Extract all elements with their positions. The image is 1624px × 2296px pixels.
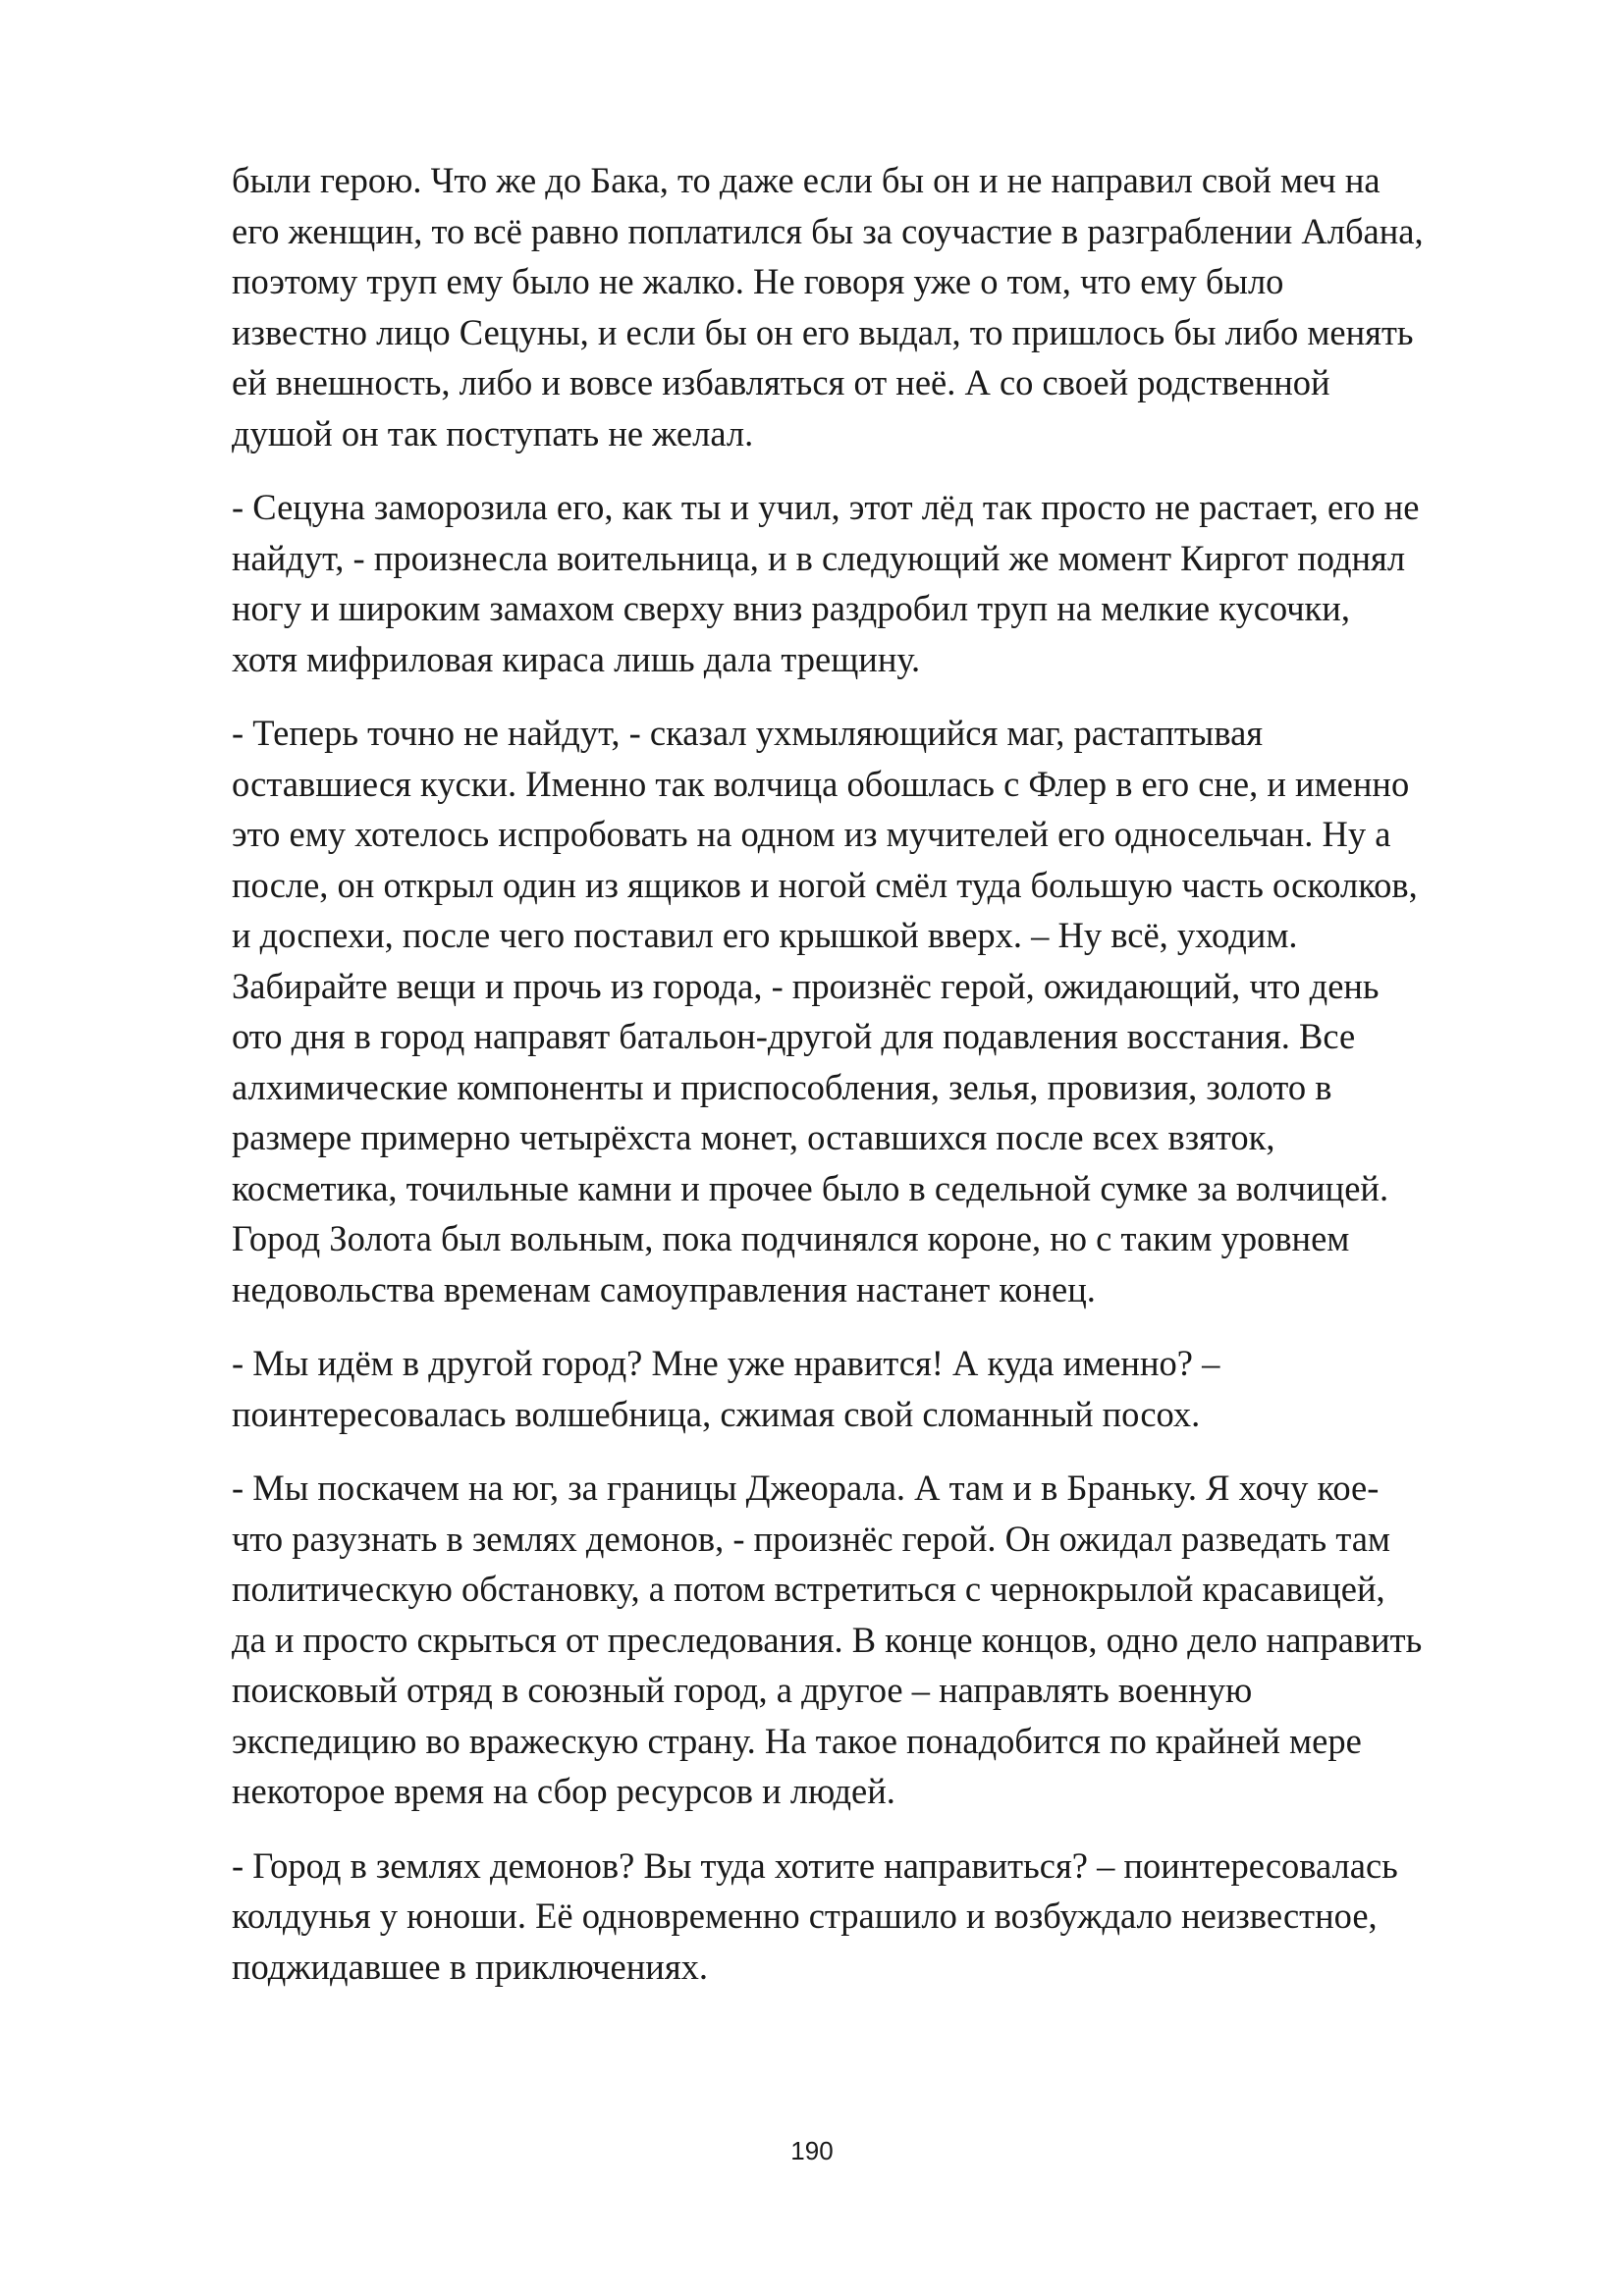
text-line: колдунья у юноши. Её одновременно страшило и возбуждало неизвестное, xyxy=(232,1896,1378,1936)
text-line: ей внешность, либо и вовсе избавляться от неё. А со своей родственной xyxy=(232,362,1330,402)
text-line: поисковый отряд в союзный город, а другое – направлять военную xyxy=(232,1670,1253,1710)
text-line: это ему хотелось испробовать на одном из мучителей его односельчан. Ну а xyxy=(232,814,1391,854)
text-line: и доспехи, после чего поставил его крышкой вверх. – Ну всё, уходим. xyxy=(232,915,1298,955)
text-line: поинтересовалась волшебница, сжимая свой сломанный посох. xyxy=(232,1393,1201,1434)
text-line: ногу и широким замахом сверху вниз раздробил труп на мелкие кусочки, xyxy=(232,588,1350,628)
paragraph xyxy=(232,482,1530,684)
text-line: недовольства временам самоуправления настанет конец. xyxy=(232,1268,1096,1309)
text-line: были герою. Что же до Бака, то даже если бы он и не направил свой меч на xyxy=(232,160,1380,200)
text-line: найдут, - произнесла воительница, и в следующий же момент Киргот поднял xyxy=(232,537,1406,578)
text-line: экспедицию во вражескую страну. На такое понадобится по крайней мере xyxy=(232,1720,1362,1761)
text-body xyxy=(232,155,1530,2015)
text-line: хотя мифриловая кираса лишь дала трещину. xyxy=(232,638,921,679)
text-line: поэтому труп ему было не жалко. Не говоря уже о том, что ему было xyxy=(232,261,1284,301)
paragraph xyxy=(232,1841,1530,1993)
text-line: поджидавшее в приключениях. xyxy=(232,1946,708,1987)
paragraph xyxy=(232,708,1530,1314)
text-line: что разузнать в землях демонов, - произнёс герой. Он ожидал разведать там xyxy=(232,1518,1391,1559)
text-line: размере примерно четырёхста монет, оставшихся после всех взяток, xyxy=(232,1117,1275,1157)
page-number: 190 xyxy=(790,2136,834,2165)
text-line: - Сецуна заморозила его, как ты и учил, этот лёд так просто не растает, его не xyxy=(232,487,1420,527)
text-line: - Мы идём в другой город? Мне уже нравится! А куда именно? – xyxy=(232,1343,1220,1383)
text-line: Город Золота был вольным, пока подчинялся короне, но с таким уровнем xyxy=(232,1218,1350,1258)
paragraph xyxy=(232,155,1530,458)
text-line: Забирайте вещи и прочь из города, - произнёс герой, ожидающий, что день xyxy=(232,965,1380,1006)
text-line: душой он так поступать не желал. xyxy=(232,412,754,454)
paragraph xyxy=(232,1338,1530,1439)
text-line: - Теперь точно не найдут, - сказал ухмыляющийся маг, растаптывая xyxy=(232,713,1264,753)
text-line: алхимические компоненты и приспособления, зелья, провизия, золото в xyxy=(232,1066,1332,1107)
text-line: его женщин, то всё равно поплатился бы за соучастие в разграблении Албана, xyxy=(232,210,1424,251)
text-line: после, он открыл один из ящиков и ногой смёл туда большую часть осколков, xyxy=(232,864,1418,905)
text-line: ото дня в город направят батальон-другой для подавления восстания. Все xyxy=(232,1016,1356,1056)
text-line: политическую обстановку, а потом встретиться с чернокрылой красавицей, xyxy=(232,1569,1385,1609)
text-line: да и просто скрыться от преследования. В конце концов, одно дело направить xyxy=(232,1619,1423,1660)
text-line: известно лицо Сецуны, и если бы он его выдал, то пришлось бы либо менять xyxy=(232,311,1414,352)
text-line: оставшиеся куски. Именно так волчица обошлась с Флер в его сне, и именно xyxy=(232,763,1410,804)
paragraph xyxy=(232,1463,1530,1817)
text-line: некоторое время на сбор ресурсов и людей. xyxy=(232,1771,895,1811)
text-line: косметика, точильные камни и прочее было в седельной сумке за волчицей. xyxy=(232,1167,1389,1208)
text-line: - Мы поскачем на юг, за границы Джеорала. А там и в Браньку. Я хочу кое- xyxy=(232,1468,1380,1508)
text-line: - Город в землях демонов? Вы туда хотите направиться? – поинтересовалась xyxy=(232,1844,1398,1886)
